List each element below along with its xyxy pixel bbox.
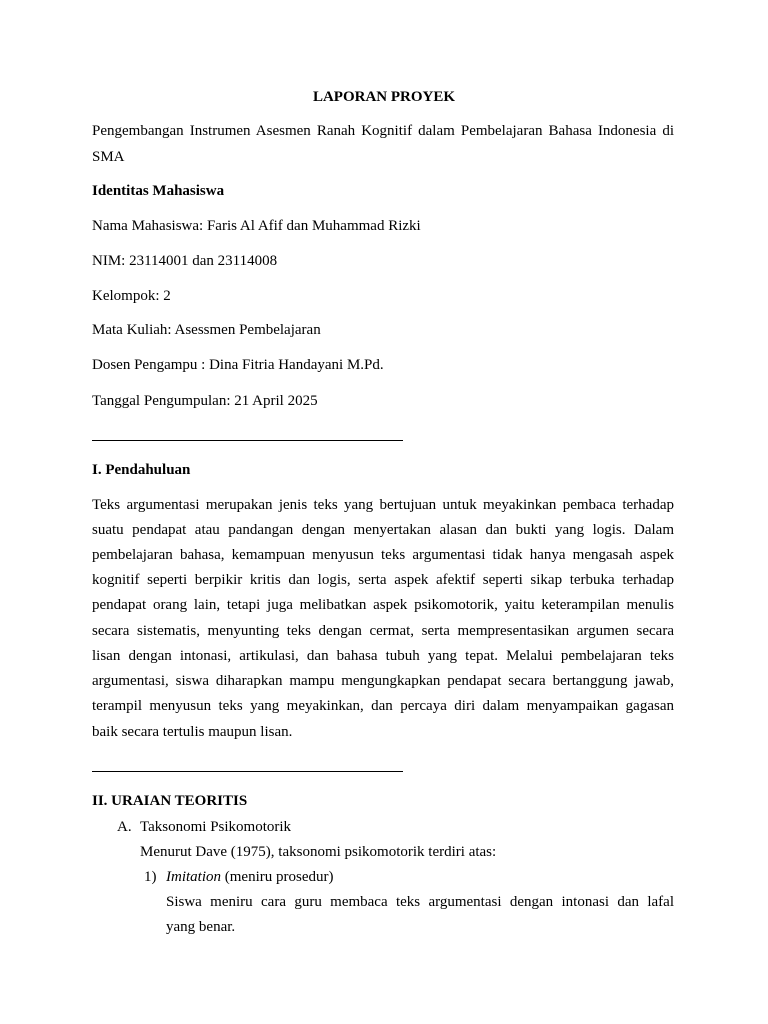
horizontal-divider (92, 771, 403, 772)
identity-nim: NIM: 23114001 dan 23114008 (92, 253, 278, 269)
list-item-1-label (166, 868, 333, 886)
section-1-heading: I. Pendahuluan (92, 462, 191, 478)
document-subtitle-line-2: SMA (92, 149, 125, 165)
section-1-paragraph-line: terampil menyusun teks yang meyakinkan, dan percaya diri dalam menyampaikan gagasan (92, 698, 674, 714)
section-1-paragraph-line: pembelajaran bahasa, kemampuan menyusun teks argumentasi tidak hanya mengasah aspek (92, 547, 674, 563)
identity-mata-kuliah: Mata Kuliah: Asessmen Pembelajaran (92, 322, 321, 338)
section-1-paragraph-line: argumentasi, siswa diharapkan mampu mengungkapkan pendapat secara bertanggung jawab, (92, 673, 674, 689)
list-item-1-desc-line-1: Siswa meniru cara guru membaca teks argumentasi dengan intonasi dan lafal (166, 894, 674, 910)
list-item-1-term: Imitation (166, 869, 221, 885)
document-title: LAPORAN PROYEK (312, 89, 456, 105)
document-subtitle-line-1: Pengembangan Instrumen Asesmen Ranah Kognitif dalam Pembelajaran Bahasa Indonesia di (92, 123, 674, 139)
list-item-a-label: Taksonomi Psikomotorik (140, 819, 292, 835)
identity-heading: Identitas Mahasiswa (92, 183, 225, 199)
section-1-paragraph-line: Teks argumentasi merupakan jenis teks yang bertujuan untuk meyakinkan pembaca terhadap (92, 497, 674, 513)
section-1-paragraph-line: secara sistematis, menyunting teks dengan cermat, serta mempresentasikan argumen secara (92, 623, 674, 639)
section-2-intro: Menurut Dave (1975), taksonomi psikomotorik terdiri atas: (140, 844, 497, 860)
identity-kelompok: Kelompok: 2 (92, 288, 171, 304)
identity-tanggal: Tanggal Pengumpulan: 21 April 2025 (92, 393, 318, 409)
list-marker-1: 1) (144, 869, 157, 885)
section-1-paragraph-line: lisan dengan intonasi, artikulasi, dan bahasa tubuh yang tepat. Melalui pembelajaran teks (92, 648, 674, 664)
section-1-paragraph-line: kognitif seperti berpikir kritis dan logis, serta aspek afektif seperti sikap terbuka terhadap (92, 572, 674, 588)
section-1-paragraph-line: baik secara tertulis maupun lisan. (92, 724, 293, 740)
section-1-paragraph-line: suatu pendapat atau pandangan dengan menyertakan alasan dan bukti yang logis. Dalam (92, 522, 674, 538)
list-item-1-rest: (meniru prosedur) (221, 869, 334, 885)
section-1-paragraph-line: pendapat orang lain, tetapi juga melibatkan aspek psikomotorik, yaitu keterampilan menulis (92, 597, 674, 613)
list-marker-a: A. (117, 819, 132, 835)
list-item-1-desc-line-2: yang benar. (166, 919, 236, 935)
identity-dosen: Dosen Pengampu : Dina Fitria Handayani M.Pd. (92, 357, 384, 373)
identity-nama: Nama Mahasiswa: Faris Al Afif dan Muhammad Rizki (92, 218, 421, 234)
horizontal-divider (92, 440, 403, 441)
section-2-heading: II. URAIAN TEORITIS (92, 793, 248, 809)
